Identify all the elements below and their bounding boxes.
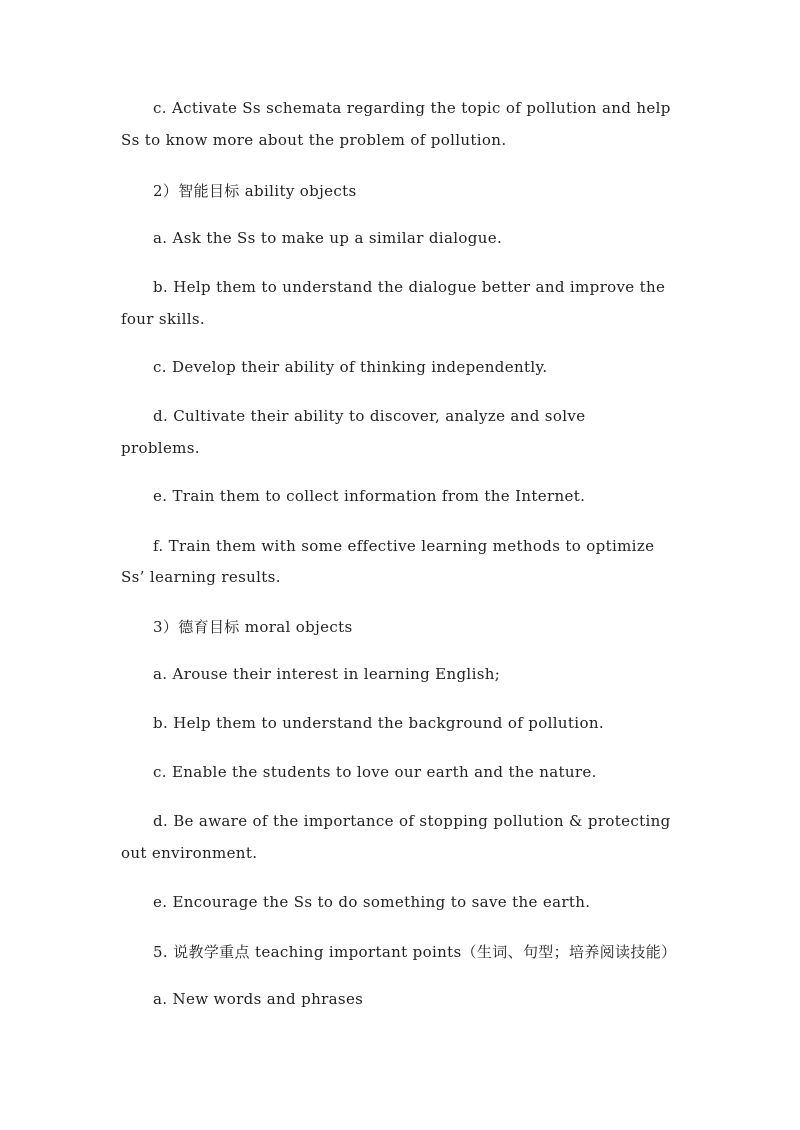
ability-a: a. Ask the Ss to make up a similar dialogue. [153, 229, 503, 247]
heading-teaching-important-points: 5. 说教学重点 teaching important points（生词、句型；培养阅读技能） [153, 943, 677, 961]
ability-f-cont: Ss’ learning results. [121, 568, 281, 586]
ability-e: e. Train them to collect information from the Internet. [153, 487, 586, 505]
moral-d: d. Be aware of the importance of stopping pollution & protecting [153, 812, 671, 830]
moral-b: b. Help them to understand the background of pollution. [153, 714, 604, 732]
moral-c: c. Enable the students to love our earth and the nature. [153, 763, 597, 781]
objective-c-schemata: c. Activate Ss schemata regarding the topic of pollution and help [153, 99, 671, 117]
moral-d-cont: out environment. [121, 844, 258, 862]
ability-b-cont: four skills. [121, 310, 206, 328]
ability-d-cont: problems. [121, 439, 200, 457]
important-point-a: a. New words and phrases [153, 990, 364, 1008]
heading-moral-objects: 3）德育目标 moral objects [153, 618, 353, 636]
moral-e: e. Encourage the Ss to do something to save the earth. [153, 893, 591, 911]
ability-d: d. Cultivate their ability to discover, analyze and solve [153, 407, 586, 425]
heading-ability-objects: 2）智能目标 ability objects [153, 182, 357, 200]
ability-f: f. Train them with some effective learning methods to optimize [153, 537, 655, 555]
objective-c-schemata-cont: Ss to know more about the problem of pollution. [121, 131, 507, 149]
ability-b: b. Help them to understand the dialogue better and improve the [153, 278, 666, 296]
ability-c: c. Develop their ability of thinking independently. [153, 358, 548, 376]
moral-a: a. Arouse their interest in learning English; [153, 665, 501, 683]
